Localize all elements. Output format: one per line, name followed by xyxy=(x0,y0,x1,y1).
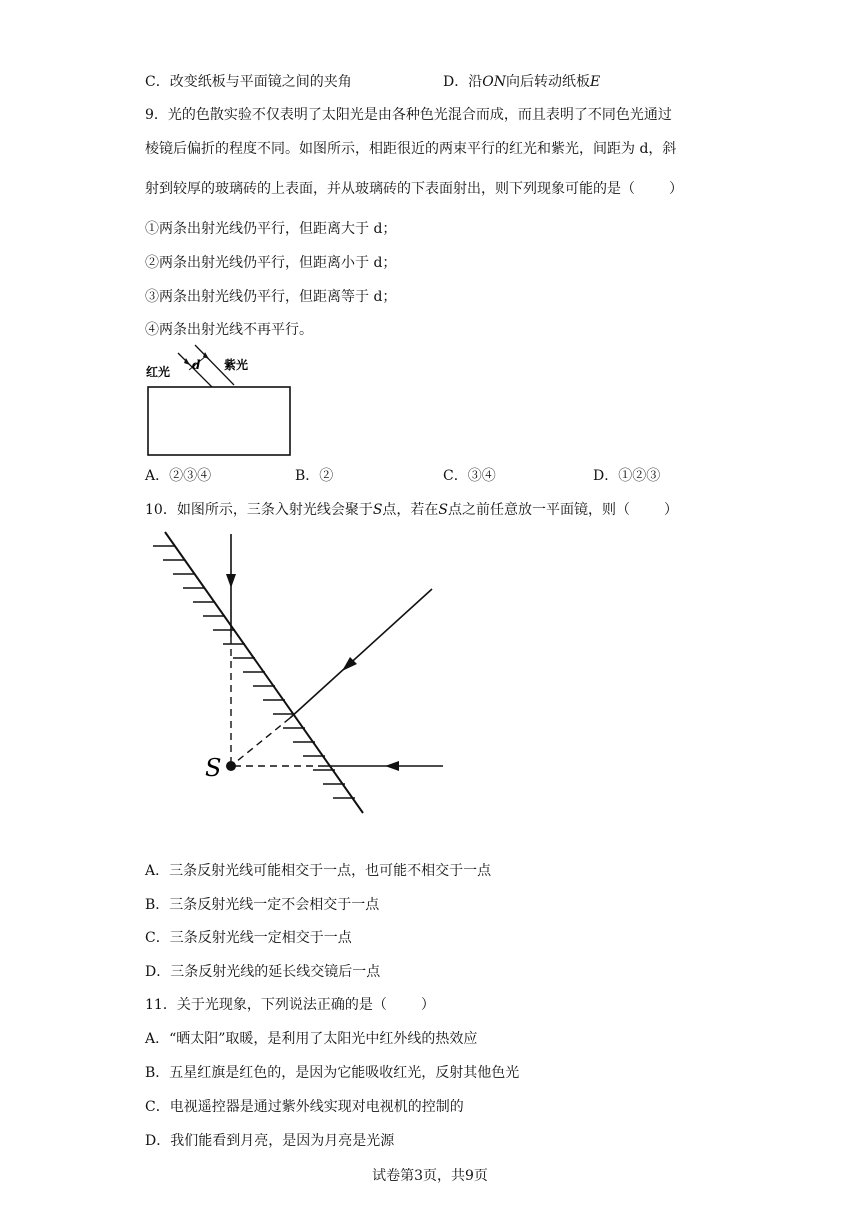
q9-option-c-text: ③④ xyxy=(467,468,496,484)
q9-option-a xyxy=(145,466,211,486)
q10-stem xyxy=(145,500,678,520)
q11-stem-text: 11．关于光现象，下列说法正确的是（ xyxy=(145,997,387,1013)
page-footer: 试卷第3页，共9页 xyxy=(372,1168,488,1184)
q9-option-d-label: D． xyxy=(593,468,619,484)
q10-option-c: C．三条反射光线一定相交于一点 xyxy=(145,930,352,946)
q9-option-b xyxy=(295,466,333,486)
q9-stem-line-3-text: 射到较厚的玻璃砖的上表面，并从玻璃砖的下表面射出，则下列现象可能的是（ xyxy=(145,181,635,197)
q8-option-c xyxy=(145,72,352,92)
point-s xyxy=(226,761,236,771)
q10-stem-a: 10．如图所示，三条入射光线会聚于 xyxy=(145,502,373,518)
horizontal-ray-arrow xyxy=(385,761,399,771)
q9-statement-3: ③两条出射光线仍平行，但距离等于 d； xyxy=(145,289,397,305)
q9-option-b-label: B． xyxy=(295,468,320,484)
q9-stem-line-3-end: ） xyxy=(669,181,683,197)
glass-brick xyxy=(148,387,290,455)
oblique-ray-extension xyxy=(231,718,290,766)
q9-statement-4: ④两条出射光线不再平行。 xyxy=(145,322,313,338)
q9-option-c xyxy=(443,466,496,486)
oblique-incident-ray xyxy=(290,589,432,718)
q9-stem-line-3 xyxy=(145,179,683,199)
q8-option-d-label: D． xyxy=(443,74,469,90)
q9-stem-line-1: 9．光的色散实验不仅表明了太阳光是由各种色光混合而成，而且表明了不同色光通过 xyxy=(145,107,672,123)
q10-stem-b: 点，若在 xyxy=(382,502,439,518)
q8-option-d xyxy=(443,72,600,92)
q9-statement-1: ①两条出射光线仍平行，但距离大于 d； xyxy=(145,221,397,237)
q8-option-c-label: C． xyxy=(145,74,170,90)
point-s-label: S xyxy=(205,754,222,782)
q10-stem-end: ） xyxy=(664,502,679,518)
q10-option-d: D．三条反射光线的延长线交镜后一点 xyxy=(145,964,381,980)
q8-option-d-pre: 沿 xyxy=(468,74,483,90)
q10-option-b: B．三条反射光线一定不会相交于一点 xyxy=(145,897,380,913)
q11-stem xyxy=(145,995,435,1015)
violet-light-label: 紫光 xyxy=(224,358,249,372)
q10-stem-s1: S xyxy=(372,502,383,518)
vertical-ray-arrow xyxy=(226,574,236,588)
q11-option-a: A．“晒太阳”取暖，是利用了太阳光中红外线的热效应 xyxy=(145,1031,478,1047)
q9-option-a-text: ②③④ xyxy=(169,468,212,484)
q9-option-c-label: C． xyxy=(443,468,468,484)
q10-figure xyxy=(145,530,455,820)
q9-statement-2: ②两条出射光线仍平行，但距离小于 d； xyxy=(145,255,397,271)
q10-option-a: A．三条反射光线可能相交于一点，也可能不相交于一点 xyxy=(145,863,492,879)
q8-option-d-var: ON xyxy=(482,74,506,90)
q9-figure xyxy=(140,342,300,460)
q10-stem-s2: S xyxy=(438,502,449,518)
q8-option-c-text: 改变纸板与平面镜之间的夹角 xyxy=(169,74,352,90)
q11-option-d: D．我们能看到月亮，是因为月亮是光源 xyxy=(145,1133,395,1149)
q10-stem-c: 点之前任意放一平面镜，则（ xyxy=(448,502,631,518)
q11-stem-end: ） xyxy=(420,997,435,1013)
red-light-label: 红光 xyxy=(146,365,171,379)
q9-option-a-label: A． xyxy=(145,468,170,484)
d-label: d xyxy=(192,358,201,372)
q9-option-d-text: ①②③ xyxy=(618,468,661,484)
q9-option-b-text: ② xyxy=(319,468,334,484)
q11-option-b: B．五星红旗是红色的，是因为它能吸收红光，反射其他色光 xyxy=(145,1065,520,1081)
q9-option-d xyxy=(593,466,660,486)
q9-stem-line-2: 棱镜后偏折的程度不同。如图所示，相距很近的两束平行的红光和紫光，间距为 d，斜 xyxy=(145,141,677,157)
q11-option-c: C．电视遥控器是通过紫外线实现对电视机的控制的 xyxy=(145,1099,464,1115)
q8-option-d-mid: 向后转动纸板 xyxy=(505,74,590,90)
q8-option-d-var2: E xyxy=(589,74,601,90)
